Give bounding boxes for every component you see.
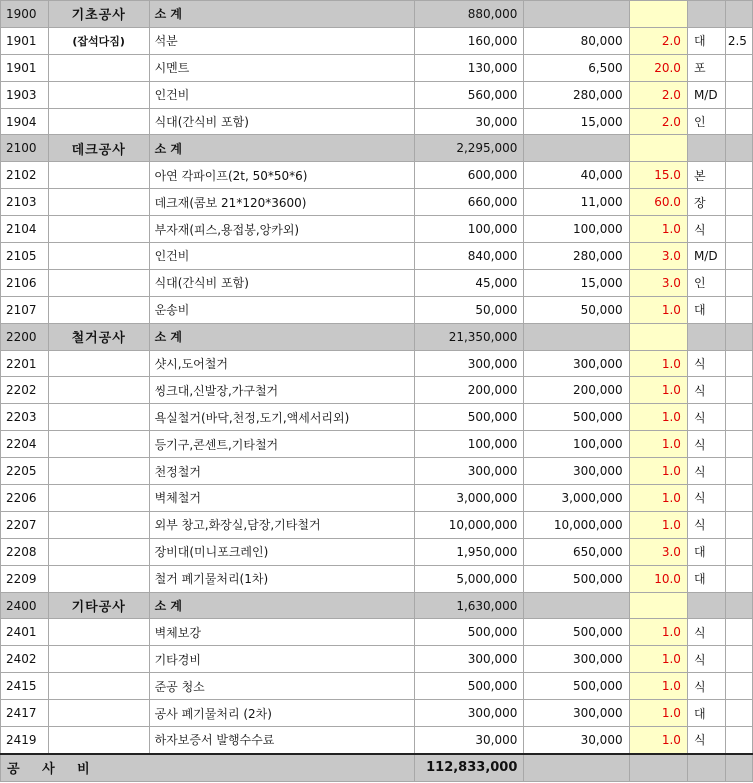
cell-extra[interactable] (725, 323, 752, 350)
item-row (1, 108, 753, 135)
cell-unit-price[interactable]: 100,000 (524, 216, 629, 243)
cell-code[interactable]: 2104 (1, 216, 49, 243)
cell-subcategory[interactable] (48, 538, 149, 565)
cell-subcategory[interactable] (48, 216, 149, 243)
cell-extra[interactable] (725, 511, 752, 538)
cell-unit-price[interactable]: 3,000,000 (524, 485, 629, 512)
cell-unit[interactable]: 식 (687, 377, 725, 404)
cell-extra[interactable] (725, 269, 752, 296)
cell-qty[interactable] (629, 592, 687, 619)
cell-unit[interactable]: 식 (687, 646, 725, 673)
cell-extra[interactable] (725, 189, 752, 216)
cell-subcategory[interactable] (48, 485, 149, 512)
cell-extra[interactable] (725, 673, 752, 700)
cell-unit-price[interactable] (524, 592, 629, 619)
cell-qty[interactable]: 1.0 (629, 646, 687, 673)
cell-unit[interactable]: 인 (687, 108, 725, 135)
cell-unit[interactable]: 본 (687, 162, 725, 189)
cell-unit[interactable]: 대 (687, 565, 725, 592)
cell-amount[interactable]: 560,000 (414, 81, 524, 108)
item-row (1, 619, 753, 646)
cell-code[interactable]: 2103 (1, 189, 49, 216)
cell-description[interactable]: 데크재(콤보 21*120*3600) (149, 189, 414, 216)
cell-subcategory[interactable]: (잡석다짐) (48, 27, 149, 54)
cell-unit-price[interactable]: 280,000 (524, 81, 629, 108)
cell-subcategory[interactable] (48, 700, 149, 727)
cell-unit[interactable]: 식 (687, 485, 725, 512)
cell-qty[interactable]: 15.0 (629, 162, 687, 189)
cell-unit-price[interactable]: 11,000 (524, 189, 629, 216)
cell-extra[interactable] (725, 162, 752, 189)
cell-unit-price[interactable]: 280,000 (524, 243, 629, 270)
cell-description[interactable]: 외부 창고,화장실,담장,기타철거 (149, 511, 414, 538)
cell-unit[interactable]: 인 (687, 269, 725, 296)
cell-unit-price[interactable]: 30,000 (524, 727, 629, 754)
section-subtotal-row (1, 135, 753, 162)
cell-subcategory[interactable] (48, 404, 149, 431)
cell-qty[interactable]: 1.0 (629, 673, 687, 700)
cell-unit-price[interactable]: 100,000 (524, 431, 629, 458)
cell-amount[interactable]: 50,000 (414, 296, 524, 323)
item-row (1, 458, 753, 485)
cell-code[interactable]: 2200 (1, 323, 49, 350)
item-row (1, 431, 753, 458)
cell-subcategory[interactable] (48, 458, 149, 485)
cell-qty[interactable]: 3.0 (629, 269, 687, 296)
cell-qty[interactable]: 1.0 (629, 619, 687, 646)
cell-code[interactable]: 2202 (1, 377, 49, 404)
item-row (1, 350, 753, 377)
cell-description[interactable]: 벽체보강 (149, 619, 414, 646)
item-row (1, 296, 753, 323)
item-row (1, 700, 753, 727)
cell-description[interactable]: 부자재(피스,용접봉,앙카외) (149, 216, 414, 243)
item-row (1, 189, 753, 216)
cell-unit-price[interactable]: 300,000 (524, 350, 629, 377)
cell-code[interactable]: 2417 (1, 700, 49, 727)
cell-subtotal-label[interactable]: 소 계 (149, 323, 414, 350)
item-row (1, 216, 753, 243)
cell-amount[interactable]: 500,000 (414, 673, 524, 700)
cell-category[interactable]: 철거공사 (48, 323, 149, 350)
cell-qty[interactable]: 1.0 (629, 216, 687, 243)
cell-subcategory[interactable] (48, 350, 149, 377)
cell-description[interactable]: 철거 폐기물처리(1차) (149, 565, 414, 592)
cell-code[interactable]: 2106 (1, 269, 49, 296)
grand-total-row (1, 754, 753, 781)
cell-unit[interactable]: 대 (687, 27, 725, 54)
cell-extra[interactable] (725, 135, 752, 162)
item-row (1, 646, 753, 673)
cell-subcategory[interactable] (48, 646, 149, 673)
cell-description[interactable]: 준공 청소 (149, 673, 414, 700)
cell-unit[interactable]: 식 (687, 404, 725, 431)
cell-empty[interactable] (687, 754, 725, 781)
cell-qty[interactable]: 1.0 (629, 511, 687, 538)
cell-unit-price[interactable] (524, 323, 629, 350)
cell-unit[interactable]: M/D (687, 243, 725, 270)
cell-code[interactable]: 1904 (1, 108, 49, 135)
cell-unit[interactable] (687, 323, 725, 350)
cell-amount[interactable]: 100,000 (414, 431, 524, 458)
cell-code[interactable]: 2105 (1, 243, 49, 270)
cell-unit-price[interactable]: 10,000,000 (524, 511, 629, 538)
cell-subtotal-label[interactable]: 소 계 (149, 1, 414, 28)
cell-unit[interactable]: 식 (687, 216, 725, 243)
section-subtotal-row (1, 1, 753, 28)
cell-subtotal-label[interactable]: 소 계 (149, 135, 414, 162)
cell-description[interactable]: 기타경비 (149, 646, 414, 673)
cell-description[interactable]: 인건비 (149, 81, 414, 108)
cell-qty[interactable]: 1.0 (629, 431, 687, 458)
cell-description[interactable]: 석분 (149, 27, 414, 54)
cell-description[interactable]: 식대(간식비 포함) (149, 269, 414, 296)
cell-amount[interactable]: 500,000 (414, 619, 524, 646)
table-body (1, 1, 753, 782)
cell-unit-price[interactable]: 650,000 (524, 538, 629, 565)
cell-unit[interactable] (687, 592, 725, 619)
cell-qty[interactable]: 1.0 (629, 296, 687, 323)
cell-unit-price[interactable]: 15,000 (524, 269, 629, 296)
item-row (1, 243, 753, 270)
cell-qty[interactable]: 20.0 (629, 54, 687, 81)
cell-subcategory[interactable] (48, 189, 149, 216)
cell-description[interactable]: 운송비 (149, 296, 414, 323)
cell-unit-price[interactable]: 300,000 (524, 700, 629, 727)
cell-extra[interactable] (725, 646, 752, 673)
cell-unit[interactable]: 식 (687, 619, 725, 646)
cell-description[interactable]: 장비대(미니포크레인) (149, 538, 414, 565)
cell-subcategory[interactable] (48, 81, 149, 108)
cell-extra[interactable]: 2.5 (725, 27, 752, 54)
cell-extra[interactable] (725, 1, 752, 28)
cell-subtotal-amount[interactable]: 880,000 (414, 1, 524, 28)
cell-unit[interactable]: 대 (687, 700, 725, 727)
cell-code[interactable]: 2205 (1, 458, 49, 485)
cell-unit[interactable] (687, 1, 725, 28)
cell-unit[interactable]: M/D (687, 81, 725, 108)
item-row (1, 673, 753, 700)
cell-unit[interactable]: 식 (687, 727, 725, 754)
cell-extra[interactable] (725, 485, 752, 512)
cell-code[interactable]: 2208 (1, 538, 49, 565)
cell-category[interactable]: 데크공사 (48, 135, 149, 162)
cell-qty[interactable]: 1.0 (629, 727, 687, 754)
cell-extra[interactable] (725, 81, 752, 108)
cell-unit-price[interactable]: 300,000 (524, 458, 629, 485)
cell-qty[interactable] (629, 135, 687, 162)
cell-amount[interactable]: 5,000,000 (414, 565, 524, 592)
cell-code[interactable]: 1901 (1, 27, 49, 54)
cell-qty[interactable]: 1.0 (629, 458, 687, 485)
cell-qty[interactable]: 60.0 (629, 189, 687, 216)
cell-amount[interactable]: 300,000 (414, 350, 524, 377)
cell-subcategory[interactable] (48, 108, 149, 135)
cell-code[interactable]: 1901 (1, 54, 49, 81)
cell-amount[interactable]: 300,000 (414, 458, 524, 485)
cell-description[interactable]: 벽체철거 (149, 485, 414, 512)
cell-extra[interactable] (725, 538, 752, 565)
cell-total-amount[interactable]: 112,833,000 (414, 754, 524, 781)
cell-subcategory[interactable] (48, 511, 149, 538)
cell-subcategory[interactable] (48, 377, 149, 404)
cell-qty[interactable]: 10.0 (629, 565, 687, 592)
cell-code[interactable]: 2401 (1, 619, 49, 646)
cell-amount[interactable]: 45,000 (414, 269, 524, 296)
cell-amount[interactable]: 300,000 (414, 700, 524, 727)
cell-subcategory[interactable] (48, 619, 149, 646)
cell-unit-price[interactable] (524, 1, 629, 28)
cell-amount[interactable]: 3,000,000 (414, 485, 524, 512)
cell-category[interactable]: 기초공사 (48, 1, 149, 28)
cell-extra[interactable] (725, 592, 752, 619)
cell-code[interactable]: 2204 (1, 431, 49, 458)
cell-amount[interactable]: 660,000 (414, 189, 524, 216)
cell-code[interactable]: 2209 (1, 565, 49, 592)
item-row (1, 511, 753, 538)
cell-description[interactable]: 시멘트 (149, 54, 414, 81)
cell-extra[interactable] (725, 216, 752, 243)
item-row (1, 404, 753, 431)
cell-extra[interactable] (725, 108, 752, 135)
cell-category[interactable]: 기타공사 (48, 592, 149, 619)
cell-description[interactable]: 인건비 (149, 243, 414, 270)
cell-qty[interactable]: 1.0 (629, 700, 687, 727)
section-subtotal-row (1, 592, 753, 619)
cell-amount[interactable]: 600,000 (414, 162, 524, 189)
cell-extra[interactable] (725, 350, 752, 377)
cell-extra[interactable] (725, 377, 752, 404)
cell-code[interactable]: 2400 (1, 592, 49, 619)
item-row (1, 377, 753, 404)
cell-amount[interactable]: 500,000 (414, 404, 524, 431)
item-row (1, 538, 753, 565)
cell-description[interactable]: 욕실철거(바닥,천정,도기,액세서리외) (149, 404, 414, 431)
cell-unit[interactable]: 식 (687, 673, 725, 700)
cell-code[interactable]: 1903 (1, 81, 49, 108)
cell-unit-price[interactable]: 40,000 (524, 162, 629, 189)
cell-amount[interactable]: 300,000 (414, 646, 524, 673)
cell-description[interactable]: 등기구,콘센트,기타철거 (149, 431, 414, 458)
cell-subcategory[interactable] (48, 727, 149, 754)
cell-amount[interactable]: 30,000 (414, 108, 524, 135)
cell-qty[interactable]: 3.0 (629, 243, 687, 270)
cell-extra[interactable] (725, 404, 752, 431)
cell-extra[interactable] (725, 565, 752, 592)
cell-extra[interactable] (725, 243, 752, 270)
cell-unit[interactable] (687, 135, 725, 162)
item-row (1, 27, 753, 54)
cell-code[interactable]: 2402 (1, 646, 49, 673)
cell-unit[interactable]: 장 (687, 189, 725, 216)
cell-description[interactable]: 샷시,도어철거 (149, 350, 414, 377)
cell-subcategory[interactable] (48, 565, 149, 592)
cell-empty[interactable] (725, 754, 752, 781)
cell-unit-price[interactable]: 80,000 (524, 27, 629, 54)
cell-qty[interactable]: 1.0 (629, 404, 687, 431)
cell-subcategory[interactable] (48, 673, 149, 700)
cell-qty[interactable] (629, 323, 687, 350)
cell-empty[interactable] (524, 754, 629, 781)
cell-code[interactable]: 2203 (1, 404, 49, 431)
cell-unit-price[interactable]: 500,000 (524, 619, 629, 646)
cell-subcategory[interactable] (48, 243, 149, 270)
cell-empty[interactable] (629, 754, 687, 781)
cell-amount[interactable]: 100,000 (414, 216, 524, 243)
item-row (1, 485, 753, 512)
cell-qty[interactable]: 1.0 (629, 485, 687, 512)
cell-unit-price[interactable]: 500,000 (524, 673, 629, 700)
cell-amount[interactable]: 10,000,000 (414, 511, 524, 538)
cell-description[interactable]: 하자보증서 발행수수료 (149, 727, 414, 754)
cell-code[interactable]: 2100 (1, 135, 49, 162)
cell-extra[interactable] (725, 296, 752, 323)
item-row (1, 162, 753, 189)
item-row (1, 727, 753, 754)
cell-code[interactable]: 2419 (1, 727, 49, 754)
cell-unit[interactable]: 대 (687, 296, 725, 323)
cell-description[interactable]: 천정철거 (149, 458, 414, 485)
cell-extra[interactable] (725, 700, 752, 727)
cell-unit[interactable]: 식 (687, 431, 725, 458)
cell-unit-price[interactable]: 300,000 (524, 646, 629, 673)
cell-extra[interactable] (725, 431, 752, 458)
cell-extra[interactable] (725, 619, 752, 646)
cell-qty[interactable]: 1.0 (629, 350, 687, 377)
cell-description[interactable]: 식대(간식비 포함) (149, 108, 414, 135)
cell-code[interactable]: 2206 (1, 485, 49, 512)
cell-unit[interactable]: 식 (687, 458, 725, 485)
cell-subtotal-label[interactable]: 소 계 (149, 592, 414, 619)
cell-extra[interactable] (725, 54, 752, 81)
cell-unit-price[interactable]: 6,500 (524, 54, 629, 81)
cell-amount[interactable]: 1,950,000 (414, 538, 524, 565)
cell-extra[interactable] (725, 727, 752, 754)
cell-amount[interactable]: 840,000 (414, 243, 524, 270)
cell-subtotal-amount[interactable]: 21,350,000 (414, 323, 524, 350)
cell-code[interactable]: 2107 (1, 296, 49, 323)
cell-amount[interactable]: 200,000 (414, 377, 524, 404)
cell-unit[interactable]: 대 (687, 538, 725, 565)
cell-amount[interactable]: 160,000 (414, 27, 524, 54)
cell-subtotal-amount[interactable]: 1,630,000 (414, 592, 524, 619)
cell-amount[interactable]: 130,000 (414, 54, 524, 81)
cell-code[interactable]: 1900 (1, 1, 49, 28)
cell-code[interactable]: 2201 (1, 350, 49, 377)
cell-unit-price[interactable]: 50,000 (524, 296, 629, 323)
cell-subcategory[interactable] (48, 162, 149, 189)
section-subtotal-row (1, 323, 753, 350)
cell-unit-price[interactable]: 15,000 (524, 108, 629, 135)
cell-code[interactable]: 2102 (1, 162, 49, 189)
cell-subcategory[interactable] (48, 269, 149, 296)
item-row (1, 81, 753, 108)
cell-extra[interactable] (725, 458, 752, 485)
cell-subcategory[interactable] (48, 296, 149, 323)
cell-qty[interactable]: 2.0 (629, 27, 687, 54)
cell-subtotal-amount[interactable]: 2,295,000 (414, 135, 524, 162)
item-row (1, 54, 753, 81)
cell-code[interactable]: 2415 (1, 673, 49, 700)
cell-unit-price[interactable]: 500,000 (524, 404, 629, 431)
cell-subcategory[interactable] (48, 431, 149, 458)
cell-qty[interactable] (629, 1, 687, 28)
cell-unit-price[interactable]: 500,000 (524, 565, 629, 592)
cell-qty[interactable]: 2.0 (629, 81, 687, 108)
cell-qty[interactable]: 3.0 (629, 538, 687, 565)
cell-unit[interactable]: 식 (687, 350, 725, 377)
cell-unit[interactable]: 식 (687, 511, 725, 538)
cell-unit-price[interactable]: 200,000 (524, 377, 629, 404)
cell-description[interactable]: 아연 각파이프(2t, 50*50*6) (149, 162, 414, 189)
cell-qty[interactable]: 2.0 (629, 108, 687, 135)
cell-qty[interactable]: 1.0 (629, 377, 687, 404)
cell-unit[interactable]: 포 (687, 54, 725, 81)
item-row (1, 565, 753, 592)
cell-code[interactable]: 2207 (1, 511, 49, 538)
cell-amount[interactable]: 30,000 (414, 727, 524, 754)
item-row (1, 269, 753, 296)
cell-description[interactable]: 공사 폐기물처리 (2차) (149, 700, 414, 727)
cell-unit-price[interactable] (524, 135, 629, 162)
cell-description[interactable]: 씽크대,신발장,가구철거 (149, 377, 414, 404)
cell-subcategory[interactable] (48, 54, 149, 81)
cell-total-label[interactable]: 공 사 비 (1, 754, 415, 781)
